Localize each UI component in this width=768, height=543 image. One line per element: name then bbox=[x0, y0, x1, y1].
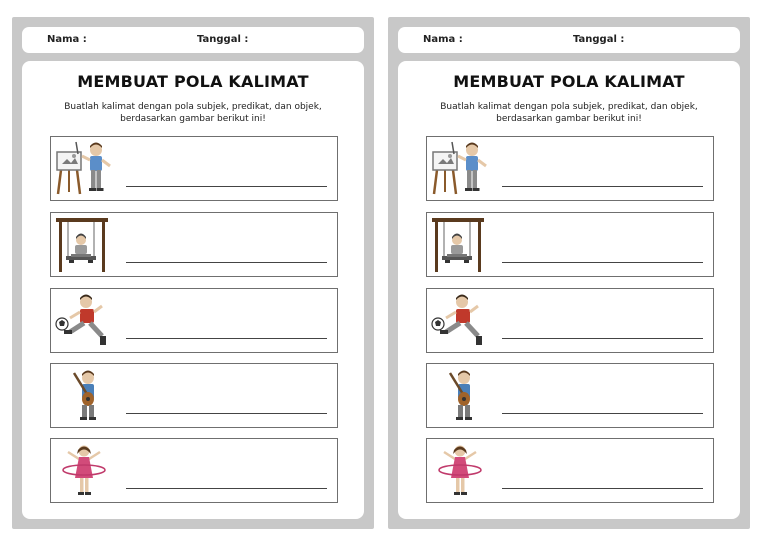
exercise-row-1 bbox=[50, 136, 338, 201]
worksheet-panel bbox=[398, 61, 740, 519]
exercise-row-5 bbox=[426, 438, 714, 503]
answer-line[interactable] bbox=[126, 186, 327, 187]
exercise-row-3 bbox=[50, 288, 338, 353]
guitar-boy-icon bbox=[54, 367, 114, 425]
exercise-row-1 bbox=[426, 136, 714, 201]
answer-line[interactable] bbox=[126, 262, 327, 263]
answer-line[interactable] bbox=[502, 186, 703, 187]
answer-line[interactable] bbox=[126, 413, 327, 414]
header-bar bbox=[398, 27, 740, 53]
hula-hoop-girl-icon bbox=[54, 442, 114, 500]
worksheet-title: MEMBUAT POLA KALIMAT bbox=[77, 72, 309, 91]
exercise-row-4 bbox=[50, 363, 338, 428]
worksheet-title: MEMBUAT POLA KALIMAT bbox=[453, 72, 685, 91]
name-label: Nama : bbox=[47, 34, 87, 45]
exercise-row-2 bbox=[426, 212, 714, 277]
painting-boy-icon bbox=[430, 140, 490, 198]
painting-boy-icon bbox=[54, 140, 114, 198]
hula-hoop-girl-icon bbox=[430, 442, 490, 500]
worksheet-left bbox=[12, 17, 374, 529]
exercise-row-5 bbox=[50, 438, 338, 503]
worksheet-instruction: Buatlah kalimat dengan pola subjek, predikat, dan objek, berdasarkan gambar berikut ini! bbox=[440, 102, 698, 124]
swing-child-icon bbox=[430, 216, 490, 274]
name-label: Nama : bbox=[423, 34, 463, 45]
swing-child-icon bbox=[54, 216, 114, 274]
worksheet-instruction: Buatlah kalimat dengan pola subjek, predikat, dan objek, berdasarkan gambar berikut ini! bbox=[64, 102, 322, 124]
exercise-row-2 bbox=[50, 212, 338, 277]
answer-line[interactable] bbox=[126, 338, 327, 339]
answer-line[interactable] bbox=[502, 413, 703, 414]
date-label: Tanggal : bbox=[197, 34, 249, 45]
answer-line[interactable] bbox=[502, 262, 703, 263]
exercise-row-4 bbox=[426, 363, 714, 428]
answer-line[interactable] bbox=[502, 338, 703, 339]
header-bar bbox=[22, 27, 364, 53]
answer-line[interactable] bbox=[502, 488, 703, 489]
worksheet-panel bbox=[22, 61, 364, 519]
soccer-boy-icon bbox=[54, 292, 114, 350]
guitar-boy-icon bbox=[430, 367, 490, 425]
worksheet-right bbox=[388, 17, 750, 529]
exercise-row-3 bbox=[426, 288, 714, 353]
date-label: Tanggal : bbox=[573, 34, 625, 45]
soccer-boy-icon bbox=[430, 292, 490, 350]
answer-line[interactable] bbox=[126, 488, 327, 489]
